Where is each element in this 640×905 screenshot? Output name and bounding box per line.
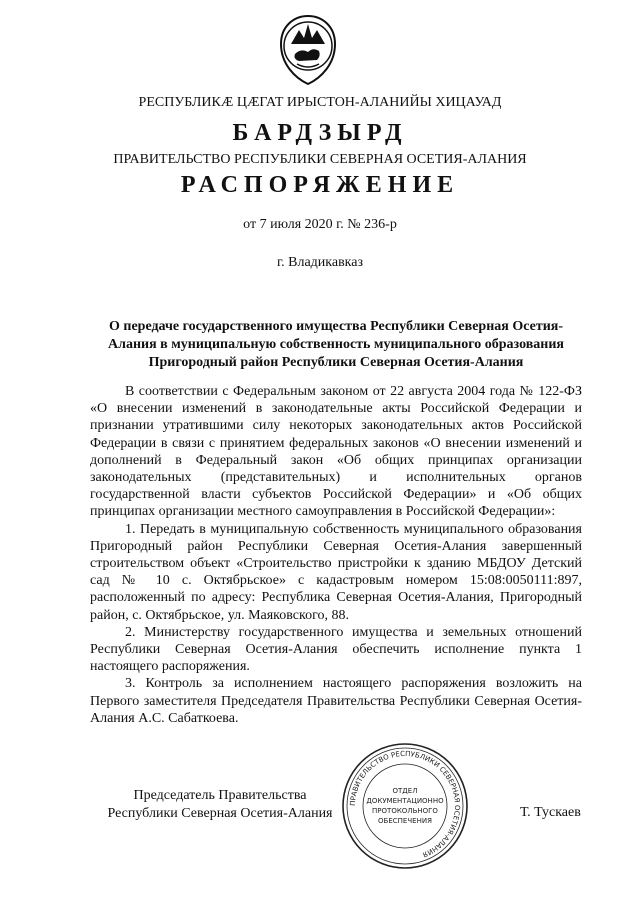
document-body: [90, 383, 582, 727]
item-1-paragraph: 1. Передать в муниципальную собственность муниципального образования Пригородный район Республики Северная Осетия-Алания завершенный строительством объект «Строительство пристройки к зданию МБДОУ Детский сад № 10 с. Октябрьское» с кадастровым номером 15:08:0050111:897, расположенный по адресу: Республика Северная Осетия-Алания, Пригородный район, с. Октябрьское, ул. Маяковского, 88.: [90, 521, 582, 623]
official-seal-icon: [340, 741, 470, 871]
government-header-russian: ПРАВИТЕЛЬСТВО РЕСПУБЛИКИ СЕВЕРНАЯ ОСЕТИЯ-АЛАНИЯ: [113, 152, 527, 167]
item-3-paragraph: 3. Контроль за исполнением настоящего распоряжения возложить на Первого заместителя Председателя Правительства Республики Северная Осетия-Алания А.С. Сабаткоева.: [90, 676, 582, 726]
doc-type-russian: РАСПОРЯЖЕНИЕ: [180, 172, 460, 198]
signature-position-line2: Республики Северная Осетия-Алания: [107, 806, 333, 821]
item-2-paragraph: 2. Министерству государственного имущества и земельных отношений Республики Северная Осетия-Алания обеспечить исполнение пункта 1 настоящего распоряжения.: [90, 624, 582, 675]
seal-ring-text: ПРАВИТЕЛЬСТВО РЕСПУБЛИКИ СЕВЕРНАЯ ОСЕТИЯ-АЛАНИЯ: [348, 749, 462, 859]
signatory-name: Т. Тускаев: [520, 805, 581, 820]
seal-center-line-1: ОТДЕЛ: [392, 787, 418, 795]
doc-type-ossetian: БАРДЗЫРД: [232, 120, 408, 146]
date-number-line: от 7 июля 2020 г. № 236-р: [243, 217, 397, 232]
seal-center-line-4: ОБЕСПЕЧЕНИЯ: [378, 817, 432, 825]
seal-center-line-3: ПРОТОКОЛЬНОГО: [372, 807, 438, 815]
preamble-paragraph: В соответствии с Федеральным законом от 22 августа 2004 года № 122-ФЗ «О внесении изменений в законодательные акты Российской Федерации и признании утратившими силу некоторых законодательных актов Российской Федерации в связи с принятием федеральных законов «О внесении изменений и дополнений в Федеральный закон «Об общих принципах организации законодательных (представительных) и исполнительных органов государственной власти субъектов Российской Федерации» и «Об общих принципах организации местного самоуправления в Российской Федерации»:: [90, 384, 582, 520]
city-line: г. Владикавказ: [276, 255, 364, 270]
republic-header-ossetian: РЕСПУБЛИКӔ ЦӔГАТ ИРЫСТОН-АЛАНИЙЫ ХИЦАУАД: [138, 95, 502, 110]
signature-position: [90, 787, 350, 823]
signature-position-line1: Председатель Правительства: [133, 788, 307, 803]
document-title: О передаче государственного имущества Республики Северная Осетия-Алания в муниципальную собственность муниципального образования Пригородный район Республики Северная Осетия-Алания: [107, 319, 565, 370]
seal-center-line-2: ДОКУМЕНТАЦИОННО: [366, 797, 444, 805]
coat-of-arms-icon: [277, 14, 339, 86]
